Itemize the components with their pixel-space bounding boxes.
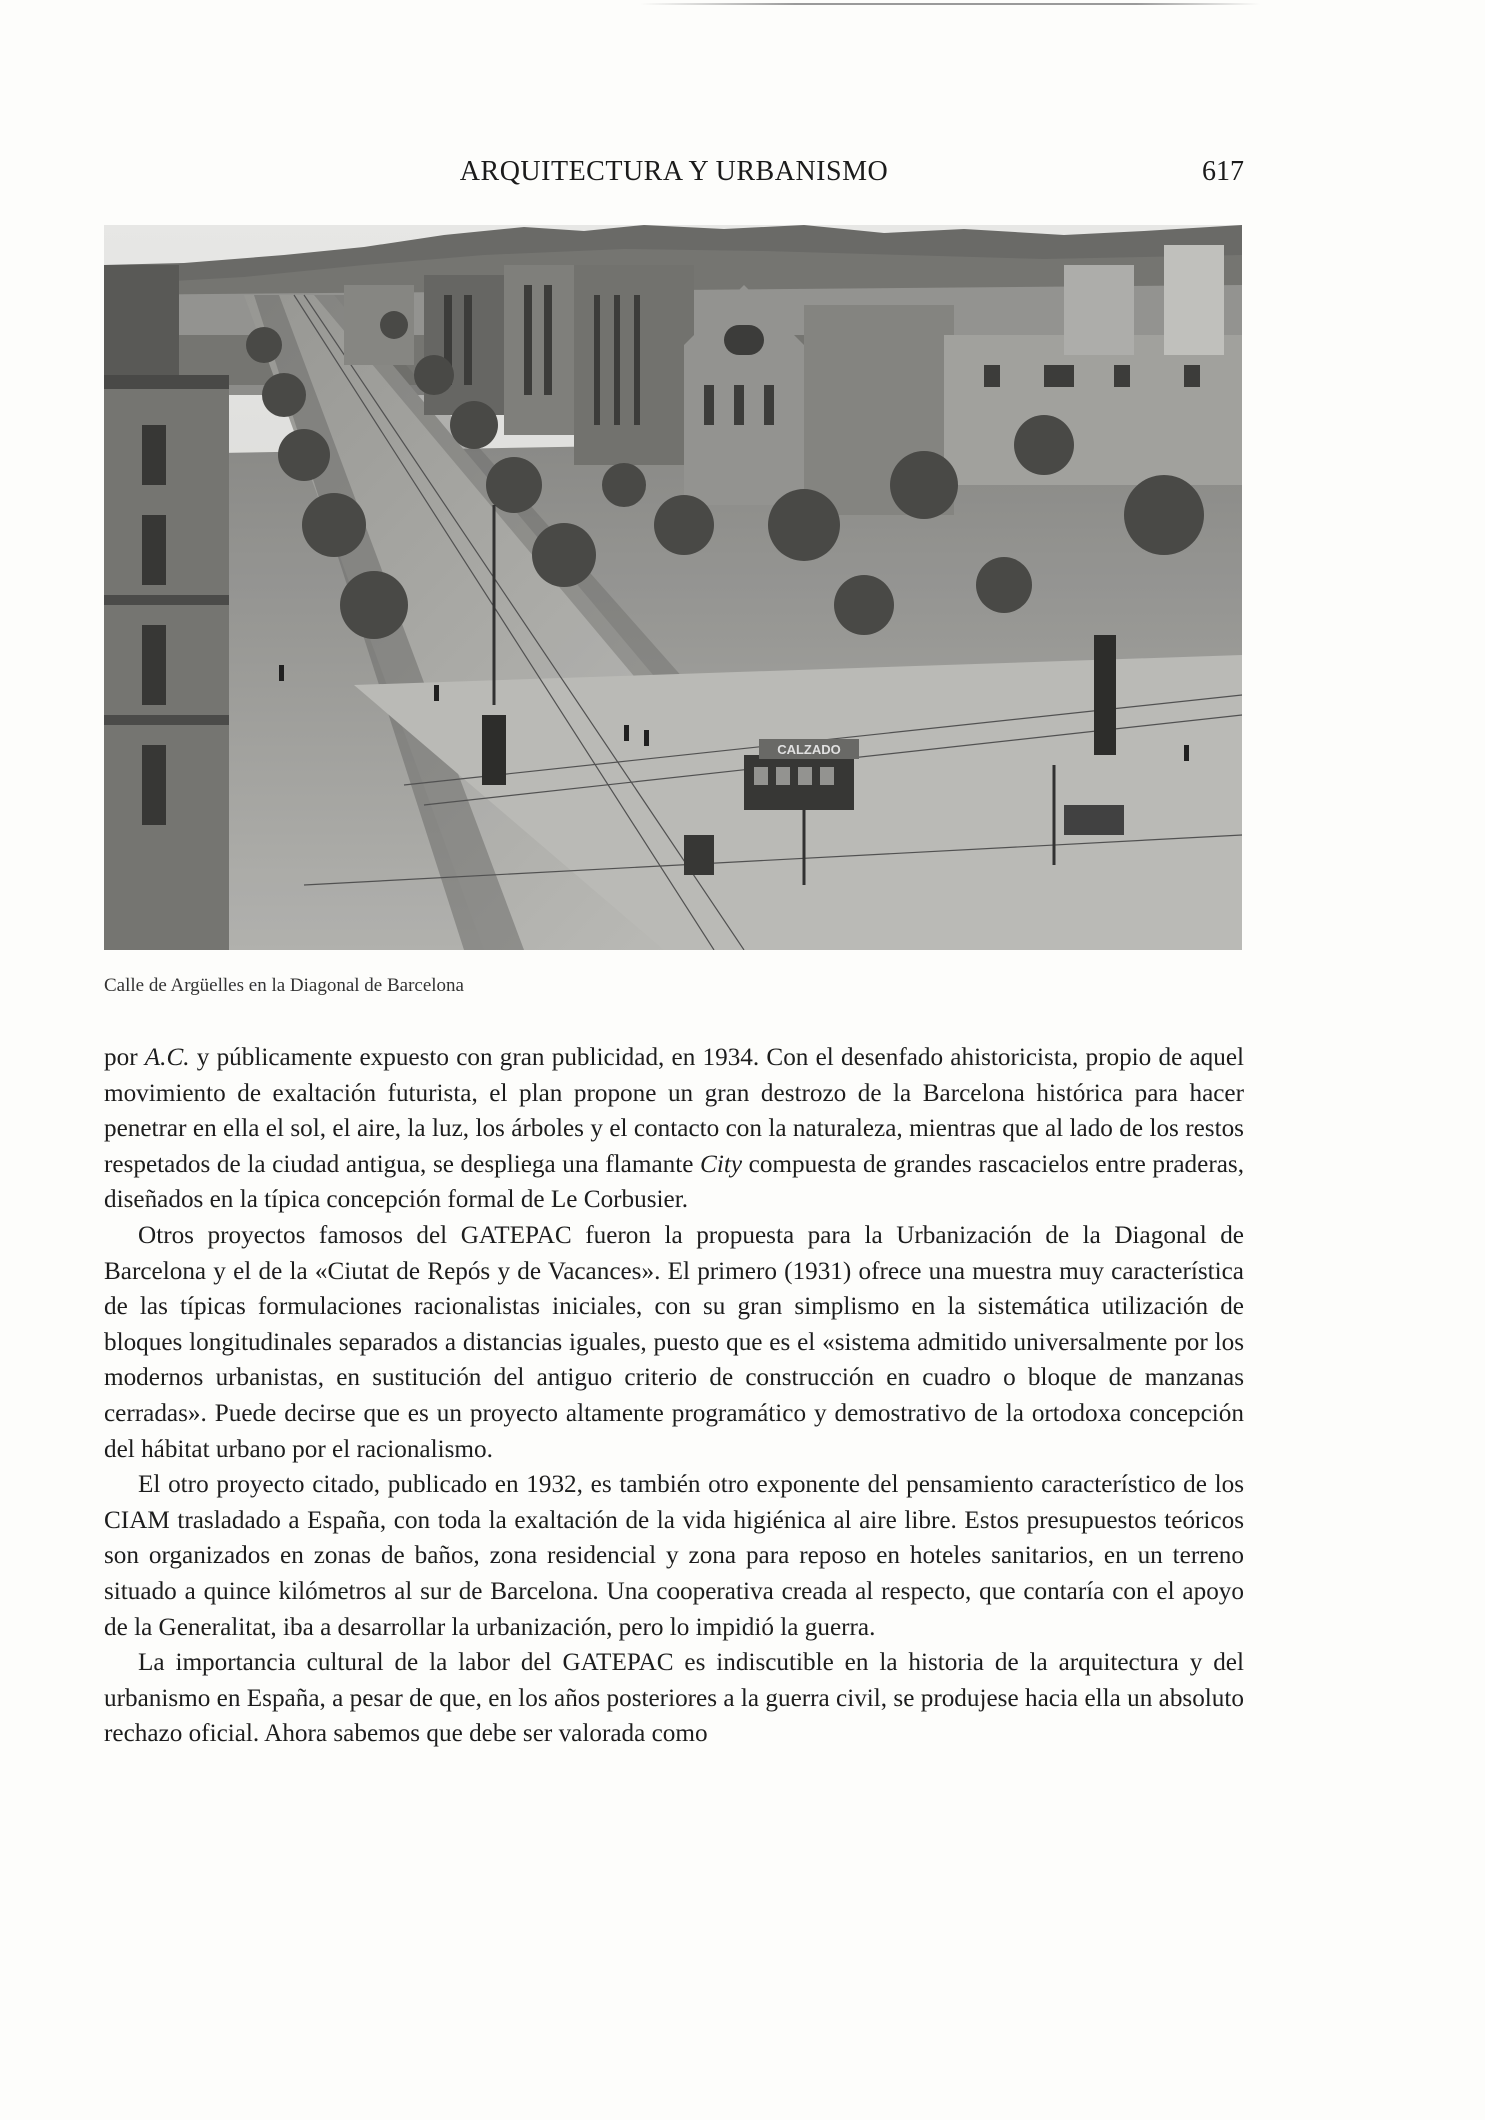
historical-photograph xyxy=(104,225,1242,950)
initials-ac: A.C. xyxy=(144,1044,190,1071)
paragraph-2: Otros proyectos famosos del GATEPAC fueron la propuesta para la Urbanización de la Diagonal de Barcelona y el de la «Ciutat de Repós y de Vacances». El primero (1931) ofrece una muestra muy característica de las típicas formulaciones racionalistas iniciales, con su gran simplismo en la sistemática utilización de bloques longitudinales separados a distancias iguales, puesto que es el «sistema admitido universalmente por los modernos urbanistas, en sustitución del antiguo criterio de construcción en cuadro o bloque de manzanas cerradas». Puede decirse que es un proyecto altamente programático y demostrativo de la ortodoxa concepción del hábitat urbano por el racionalismo. xyxy=(104,1221,1244,1463)
city-italic: City xyxy=(700,1150,743,1178)
running-title: ARQUITECTURA Y URBANISMO xyxy=(459,156,889,187)
paragraph-4: La importancia cultural de la labor del GATEPAC es indiscutible en la historia de la arquitectura y del urbanismo en España, a pesar de que, en los años posteriores a la guerra civil, se produjese hacia ella un absoluto rechazo oficial. Ahora sabemos que debe ser valorada como xyxy=(104,1649,1244,1748)
tram-sign-text: CALZADO xyxy=(777,742,841,757)
paragraph-3: El otro proyecto citado, publicado en 1932, es también otro exponente del pensamiento característico de los CIAM trasladado a España, con toda la exaltación de la vida higiénica al aire libre. Estos presupuestos teóricos son organizados en zonas de baños, zona residencial y zona para reposo en hoteles sanitarios, en un terreno situado a quince kilómetros al sur de Barcelona. Una cooperativa creada al respecto, que contaría con el apoyo de la Generalitat, iba a desarrollar la urbanización, pero lo impidió la guerra. xyxy=(104,1471,1244,1641)
body-text xyxy=(104,1040,1244,1752)
page-number: 617 xyxy=(1202,156,1244,187)
photo-illustration xyxy=(104,225,1242,950)
paragraph-1: por A.C. y públicamente expuesto con gran publicidad, en 1934. Con el desenfado ahistoricista, propio de aquel movimiento de exaltación futurista, el plan propone un gran destrozo de la Barcelona histórica para hacer penetrar en ella el sol, el aire, la luz, los árboles y el contacto con la naturaleza, mientras que al lado de los restos respetados de la ciudad antigua, se despliega una flamante City compuesta de grandes rascacielos entre praderas, diseñados en la típica concepción formal de Le Corbusier. xyxy=(104,1044,1244,1214)
photo-tone xyxy=(104,225,1242,950)
figure-caption: Calle de Argüelles en la Diagonal de Barcelona xyxy=(104,975,464,996)
running-header xyxy=(104,152,1244,192)
scan-edge-line xyxy=(640,3,1260,5)
